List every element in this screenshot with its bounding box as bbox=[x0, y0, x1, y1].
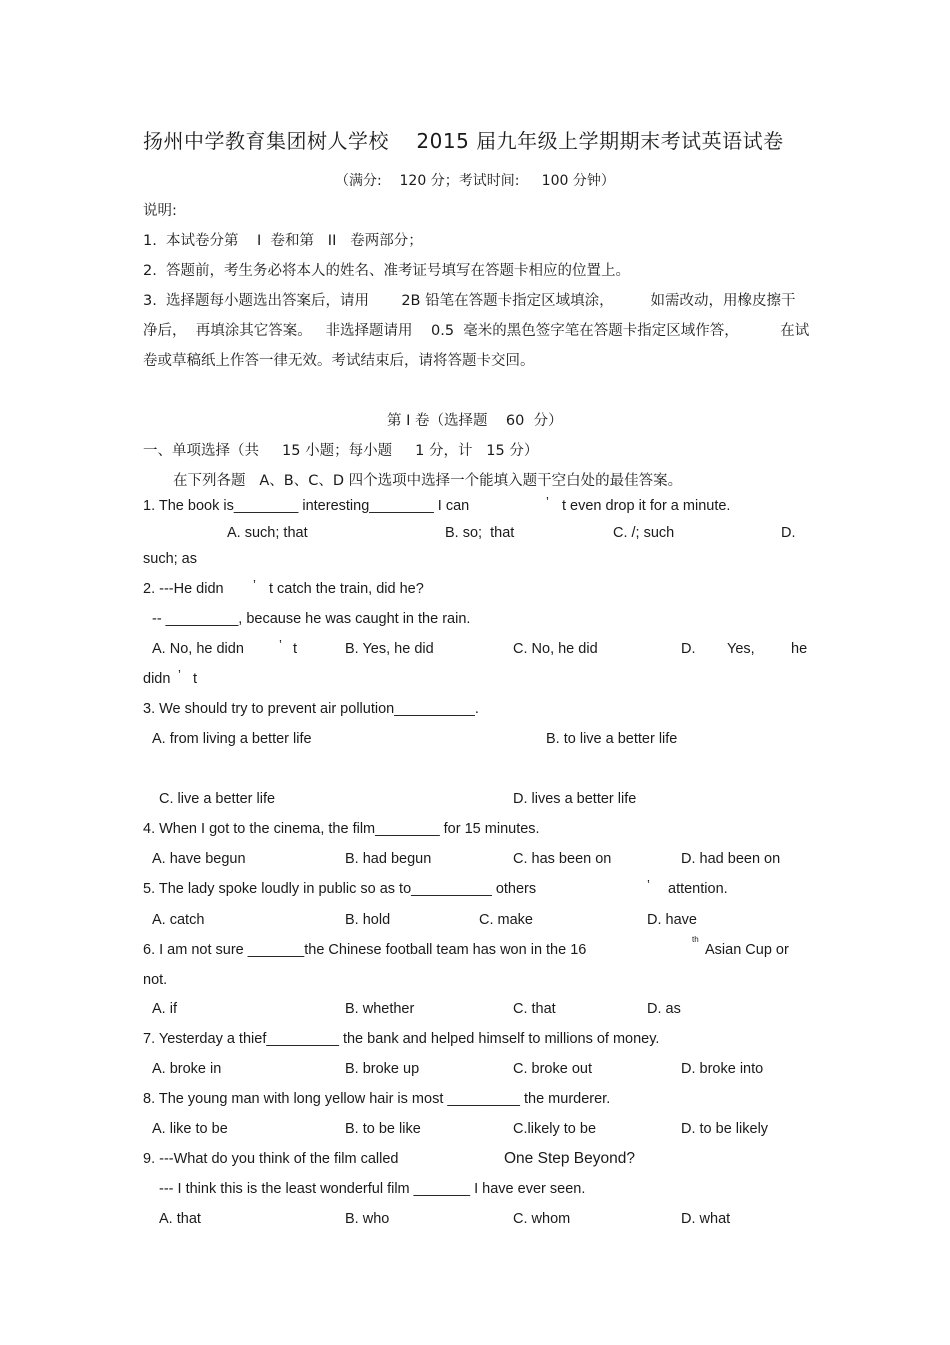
question-3-stem: 3. We should try to prevent air pollution__________. bbox=[143, 701, 479, 717]
question-4-option-a: A. have begun bbox=[152, 851, 246, 867]
question-3-option-c: C. live a better life bbox=[159, 791, 276, 807]
question-5-apostrophe: ’ bbox=[647, 877, 650, 892]
question-1-option-d: D. bbox=[781, 525, 796, 541]
question-7-option-c: C. broke out bbox=[513, 1061, 592, 1077]
question-3-option-d: D. lives a better life bbox=[513, 791, 637, 807]
question-1-option-d-text: such; as bbox=[143, 551, 197, 567]
question-7-option-d: D. broke into bbox=[681, 1061, 764, 1077]
instruction-item-1: 1. 本试卷分第 I 卷和第 II 卷两部分； bbox=[143, 233, 423, 249]
question-1-option-b: B. so; that bbox=[445, 525, 515, 541]
question-5-stem-tail: attention. bbox=[668, 881, 728, 897]
question-4-option-b: B. had begun bbox=[345, 851, 432, 867]
question-2-option-d-cont-tail: t bbox=[193, 671, 198, 687]
question-5-stem: 5. The lady spoke loudly in public so as to__________ others bbox=[143, 881, 537, 897]
question-5-option-c: C. make bbox=[479, 912, 533, 928]
question-6-stem: 6. I am not sure _______the Chinese football team has won in the 16 bbox=[143, 942, 587, 958]
question-4-option-c: C. has been on bbox=[513, 851, 612, 867]
question-8-option-d: D. to be likely bbox=[681, 1121, 769, 1137]
instructions-heading: 说明: bbox=[143, 203, 177, 219]
question-5-option-d: D. have bbox=[647, 912, 697, 928]
instruction-item-3-line-2: 净后， 再填涂其它答案。 非选择题请用 0.5 毫米的黑色签字笔在答题卡指定区域作答， 在试 bbox=[143, 323, 810, 339]
question-2-option-c: C. No, he did bbox=[513, 641, 598, 657]
question-9-option-a: A. that bbox=[159, 1211, 201, 1227]
question-2-stem-tail: t catch the train, did he? bbox=[269, 581, 424, 597]
question-9-reply: --- I think this is the least wonderful film _______ I have ever seen. bbox=[159, 1181, 586, 1197]
question-7-option-b: B. broke up bbox=[345, 1061, 420, 1077]
part-1-heading: 一、单项选择（共 15 小题；每小题 1 分，计 15 分） bbox=[143, 443, 539, 459]
question-6-option-d: D. as bbox=[647, 1001, 681, 1017]
question-8-stem: 8. The young man with long yellow hair is most _________ the murderer. bbox=[143, 1091, 611, 1107]
question-4-option-d: D. had been on bbox=[681, 851, 781, 867]
question-1-option-c: C. /; such bbox=[613, 525, 675, 541]
question-2-reply: -- _________, because he was caught in the rain. bbox=[152, 611, 471, 627]
question-2-option-d-apostrophe: ’ bbox=[178, 667, 181, 682]
question-1-stem: 1. The book is________ interesting________ I can bbox=[143, 498, 470, 514]
part-1-direction: 在下列各题 A、B、C、D 四个选项中选择一个能填入题干空白处的最佳答案。 bbox=[173, 473, 683, 489]
question-5-option-a: A. catch bbox=[152, 912, 205, 928]
question-8-option-a: A. like to be bbox=[152, 1121, 228, 1137]
question-9-film-title: One Step Beyond? bbox=[504, 1150, 635, 1167]
question-9-option-c: C. whom bbox=[513, 1211, 571, 1227]
question-9-option-b: B. who bbox=[345, 1211, 390, 1227]
question-7-option-a: A. broke in bbox=[152, 1061, 222, 1077]
question-8-option-b: B. to be like bbox=[345, 1121, 421, 1137]
question-6-option-a: A. if bbox=[152, 1001, 177, 1017]
section-title: 第 I 卷（选择题 60 分） bbox=[387, 413, 563, 429]
question-2-option-b: B. Yes, he did bbox=[345, 641, 434, 657]
question-6-superscript: th bbox=[692, 935, 699, 944]
question-3-option-b: B. to live a better life bbox=[546, 731, 678, 747]
question-2-stem: 2. ---He didn bbox=[143, 581, 224, 597]
question-2-option-a-apostrophe: ’ bbox=[279, 637, 282, 652]
question-7-stem: 7. Yesterday a thief_________ the bank and helped himself to millions of money. bbox=[143, 1031, 660, 1047]
page-subtitle: （满分: 120 分；考试时间: 100 分钟） bbox=[335, 173, 615, 189]
question-6-option-c: C. that bbox=[513, 1001, 556, 1017]
question-6-option-b: B. whether bbox=[345, 1001, 415, 1017]
question-9-stem: 9. ---What do you think of the film called bbox=[143, 1151, 399, 1167]
question-2-apostrophe: ’ bbox=[253, 577, 256, 592]
question-1-apostrophe: ’ bbox=[546, 494, 549, 509]
question-2-option-d-word-2: he bbox=[791, 641, 808, 657]
page-title: 扬州中学教育集团树人学校 2015 届九年级上学期期末考试英语试卷 bbox=[143, 129, 784, 153]
instruction-item-3-line-3: 卷或草稿纸上作答一律无效。考试结束后，请将答题卡交回。 bbox=[143, 353, 535, 369]
question-2-option-d-cont: didn bbox=[143, 671, 171, 687]
question-5-option-b: B. hold bbox=[345, 912, 391, 928]
instruction-item-2: 2. 答题前，考生务必将本人的姓名、准考证号填写在答题卡相应的位置上。 bbox=[143, 263, 631, 279]
instruction-item-3-line-1: 3. 选择题每小题选出答案后，请用 2B 铅笔在答题卡指定区域填涂， 如需改动，用橡皮擦干 bbox=[143, 293, 796, 309]
question-6-stem-cont: not. bbox=[143, 972, 168, 988]
question-8-option-c: C.likely to be bbox=[513, 1121, 597, 1137]
question-2-option-a-tail: t bbox=[293, 641, 298, 657]
question-1-stem-tail: t even drop it for a minute. bbox=[562, 498, 731, 514]
question-9-option-d: D. what bbox=[681, 1211, 731, 1227]
question-6-stem-tail: Asian Cup or bbox=[705, 942, 789, 958]
question-3-option-a: A. from living a better life bbox=[152, 731, 312, 747]
question-2-option-a: A. No, he didn bbox=[152, 641, 244, 657]
question-2-option-d-label: D. bbox=[681, 641, 696, 657]
question-2-option-d-word-1: Yes, bbox=[727, 641, 755, 657]
question-4-stem: 4. When I got to the cinema, the film________ for 15 minutes. bbox=[143, 821, 540, 837]
question-1-option-a: A. such; that bbox=[227, 525, 308, 541]
